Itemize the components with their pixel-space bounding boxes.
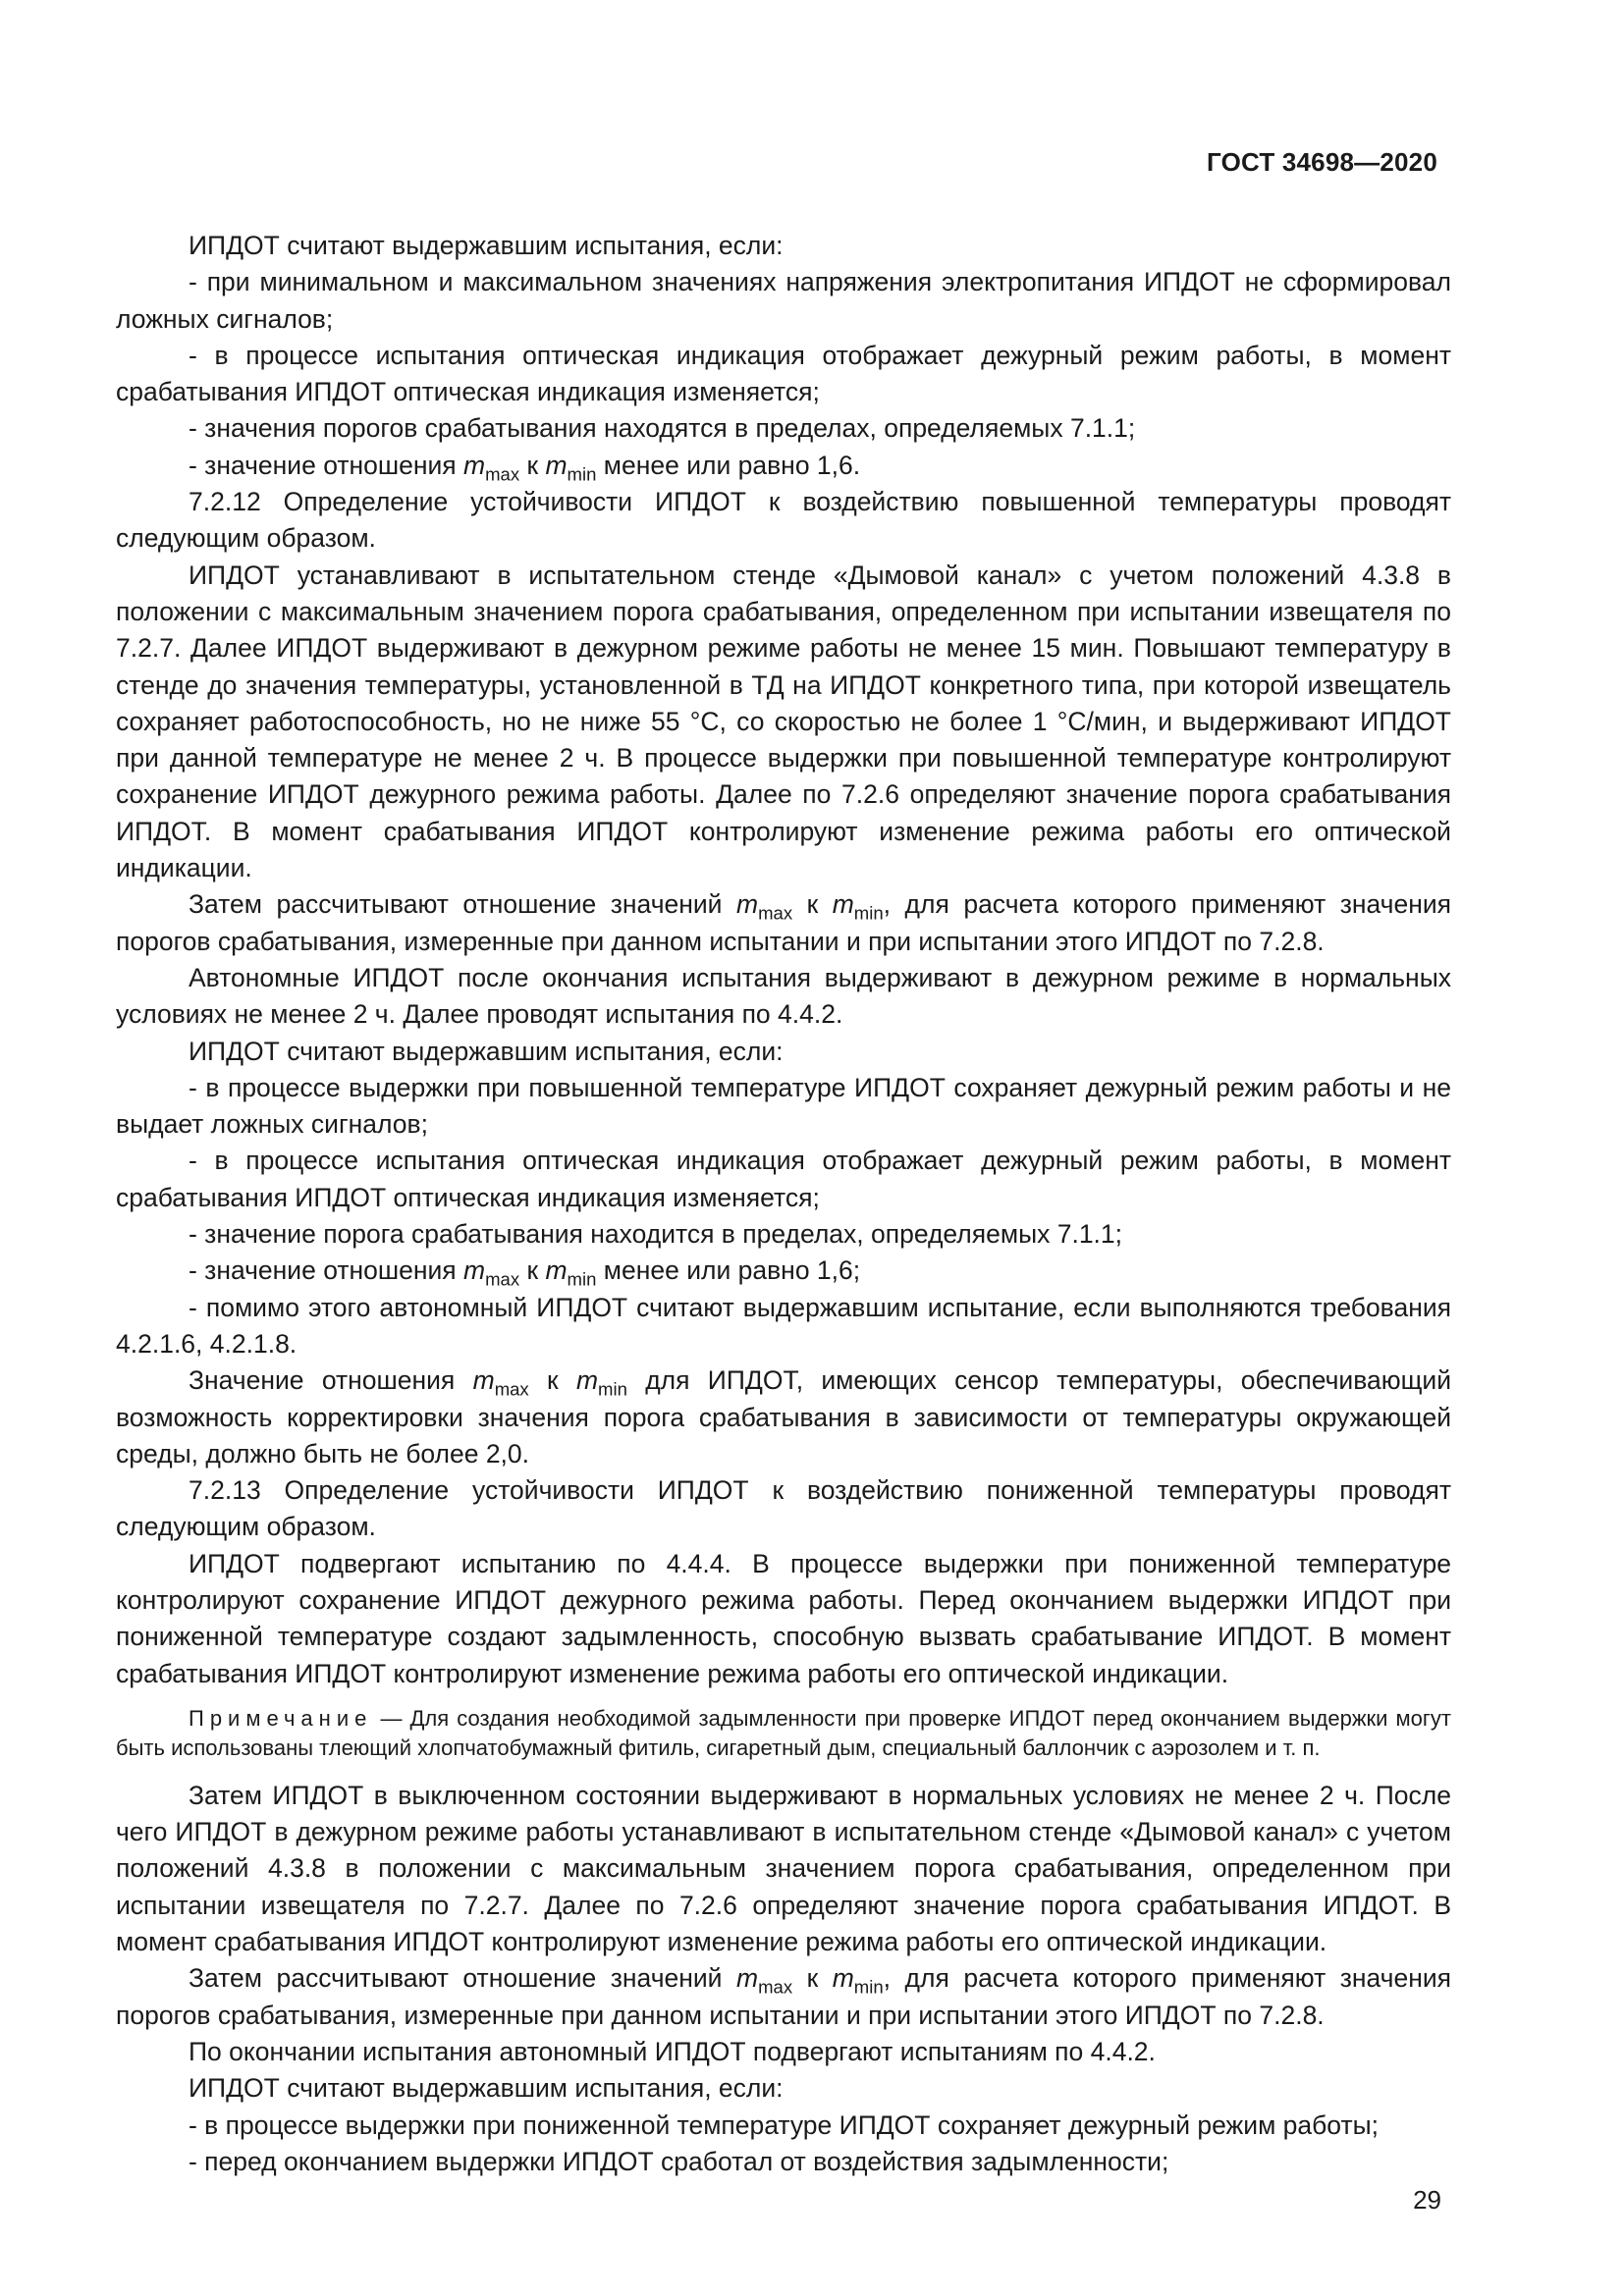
paragraph: Затем рассчитывают отношение значений $m_{max}$ к $m_{min}$, для расчета которого применяют значения порогов срабатывания, измеренные при данном испытании и при испытании этого ИПДОТ по 7.2.8. [116, 1963, 1451, 2030]
paragraph: ИПДОТ считают выдержавшим испытания, если: [189, 2073, 784, 2104]
list-item: - в процессе испытания оптическая индикация отображает дежурный режим работы, в момент срабатывания ИПДОТ оптическая индикация изменяется; [116, 340, 1451, 407]
note [116, 1704, 1451, 1764]
page-number: 29 [1413, 2185, 1441, 2215]
paragraph: Автономные ИПДОТ после окончания испытания выдерживают в дежурном режиме в нормальных условиях не менее 2 ч. Далее проводят испытания по 4.4.2. [116, 962, 1451, 1030]
section-paragraph: 7.2.12 Определение устойчивости ИПДОТ к воздействию повышенной температуры проводят следующим образом. [116, 487, 1451, 554]
paragraph: Затем рассчитывают отношение значений $m_{max}$ к $m_{min}$, для расчета которого применяют значения порогов срабатывания, измеренные при данном испытании и при испытании этого ИПДОТ по 7.2.8. [116, 889, 1451, 956]
list-item: - значения порогов срабатывания находятся в пределах, определяемых 7.1.1; [189, 413, 1136, 444]
document-number: ГОСТ 34698—2020 [1207, 147, 1437, 177]
paragraph: Значение отношения $m_{max}$ к $m_{min}$ для ИПДОТ, имеющих сенсор температуры, обеспечивающий возможность корректировки значения порога срабатывания в зависимости от температуры окружающей среды, должно быть не более 2,0. [116, 1365, 1451, 1468]
body-text [116, 228, 1451, 2180]
paragraph: Затем ИПДОТ в выключенном состоянии выдерживают в нормальных условиях не менее 2 ч. После чего ИПДОТ в дежурном режиме работы устанавливают в испытательном стенде «Дымовой канал» с учетом положений 4.3.8 в положении с максимальным значением порога срабатывания, определенном при испытании извещателя по 7.2.7. Далее по 7.2.6 определяют значение порога срабатывания ИПДОТ. В момент срабатывания ИПДОТ контролируют изменение режима работы его оптической индикации. [116, 1780, 1451, 1957]
list-item: - в процессе выдержки при повышенной температуре ИПДОТ сохраняет дежурный режим работы и не выдает ложных сигналов; [116, 1072, 1451, 1140]
list-item: - значение порога срабатывания находится в пределах, определяемых 7.1.1; [189, 1219, 1123, 1250]
paragraph: ИПДОТ подвергают испытанию по 4.4.4. В процессе выдержки при пониженной температуре контролируют сохранение ИПДОТ дежурного режима работы. Перед окончанием выдержки ИПДОТ при пониженной температуре создают задымленность, способную вызвать срабатывание ИПДОТ. В момент срабатывания ИПДОТ контролируют изменение режима работы его оптической индикации. [116, 1548, 1451, 1688]
list-item: - при минимальном и максимальном значениях напряжения электропитания ИПДОТ не сформировал ложных сигналов; [116, 267, 1451, 334]
paragraph: По окончании испытания автономный ИПДОТ подвергают испытаниям по 4.4.2. [189, 2036, 1156, 2066]
list-item: - перед окончанием выдержки ИПДОТ сработал от воздействия задымленности; [189, 2146, 1169, 2176]
list-item: - помимо этого автономный ИПДОТ считают выдержавшим испытание, если выполняются требования 4.2.1.6, 4.2.1.8. [116, 1292, 1451, 1359]
section-paragraph: 7.2.13 Определение устойчивости ИПДОТ к воздействию пониженной температуры проводят следующим образом. [116, 1475, 1451, 1542]
paragraph: ИПДОТ устанавливают в испытательном стенде «Дымовой канал» с учетом положений 4.3.8 в положении с максимальным значением порога срабатывания, определенном при испытании извещателя по 7.2.7. Далее ИПДОТ выдерживают в дежурном режиме работы не менее 15 мин. Повышают температуру в стенде до значения температуры, установленной в ТД на ИПДОТ конкретного типа, при которой извещатель сохраняет работоспособность, но не ниже 55 °С, со скоростью не более 1 °С/мин, и выдерживают ИПДОТ при данной температуре не менее 2 ч. В процессе выдержки при повышенной температуре контролируют сохранение ИПДОТ дежурного режима работы. Далее по 7.2.6 определяют значение порога срабатывания ИПДОТ. В момент срабатывания ИПДОТ контролируют изменение режима работы его оптической индикации. [116, 560, 1451, 883]
list-item: - в процессе испытания оптическая индикация отображает дежурный режим работы, в момент срабатывания ИПДОТ оптическая индикация изменяется; [116, 1146, 1451, 1212]
list-item: - значение отношения $m_{max}$ к $m_{min}$ менее или равно 1,6. [189, 450, 861, 485]
list-item: - в процессе выдержки при пониженной температуре ИПДОТ сохраняет дежурный режим работы; [189, 2109, 1380, 2140]
list-item: - значение отношения $m_{max}$ к $m_{min}$ менее или равно 1,6; [189, 1255, 861, 1290]
paragraph: ИПДОТ считают выдержавшим испытания, если: [189, 1036, 784, 1066]
note-label: Примечание [189, 1705, 373, 1731]
note-text: — Для создания необходимой задымленности при проверке ИПДОТ перед окончанием выдержки могут быть использованы тлеющий хлопчатобумажный фитиль, сигаретный дым, специальный баллончик с аэрозолем и т. п. [116, 1705, 1451, 1761]
paragraph: ИПДОТ считают выдержавшим испытания, если: [189, 231, 784, 260]
